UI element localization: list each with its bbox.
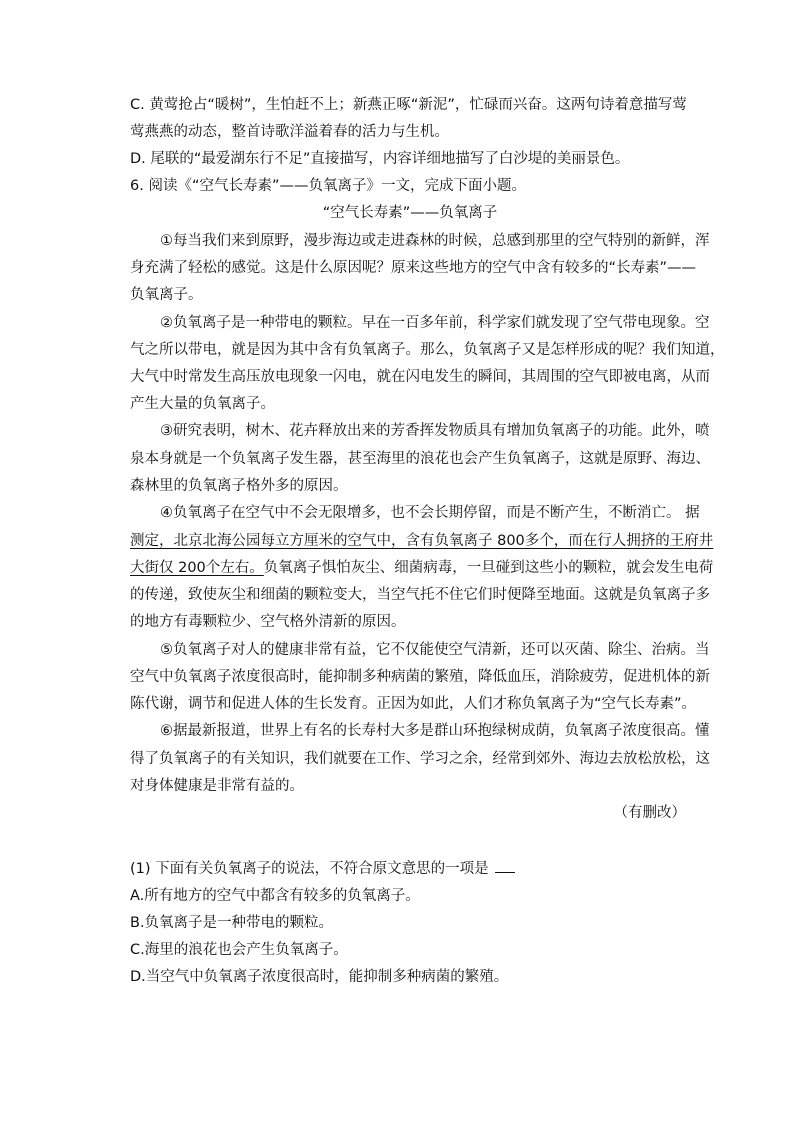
paragraph-1-line: ①每当我们来到原野，漫步海边或走进森林的时候，总感到那里的空气特别的新鲜，浑 bbox=[160, 233, 710, 249]
paragraph-5-line: 空气中负氧离子浓度很高时，能抑制多种病菌的繁殖，降低血压，消除疲劳，促进机体的新 bbox=[130, 669, 710, 685]
answer-option-d: D.当空气中负氧离子浓度很高时，能抑制多种病菌的繁殖。 bbox=[130, 969, 509, 985]
paragraph-2-line: ②负氧离子是一种带电的颗粒。早在一百多年前，科学家们就发现了空气带电现象。空 bbox=[160, 315, 710, 331]
answer-option-a: A.所有地方的空气中都含有较多的负氧离子。 bbox=[130, 888, 420, 904]
option-c-line-1: C. 黄莺抢占“暖树”，生怕赶不上；新燕正啄“新泥”，忙碌而兴奋。这两句诗着意描写莺 bbox=[130, 97, 687, 113]
answer-option-b: B.负氧离子是一种带电的颗粒。 bbox=[130, 915, 334, 931]
paragraph-5-line: 陈代谢，调节和促进人体的生长发育。正因为如此，人们才称负氧离子为“空气长寿素”。 bbox=[130, 696, 697, 712]
paragraph-4-text-fragment: 负氧离子惧怕灰尘、细菌病毒，一旦碰到这些小的颗粒，就会发生电荷 bbox=[263, 560, 714, 576]
paragraph-3-line: 森林里的负氧离子格外多的原因。 bbox=[130, 478, 348, 494]
paragraph-4-mixed-line bbox=[130, 555, 714, 582]
answer-blank[interactable] bbox=[495, 858, 515, 873]
subquestion-1-text: (1) 下面有关负氧离子的说法，不符合原文意思的一项是 bbox=[130, 861, 489, 877]
paragraph-6-line: ⑥据最新报道，世界上有名的长寿村大多是群山环抱绿树成荫，负氧离子浓度很高。懂 bbox=[160, 723, 710, 739]
paragraph-2-line: 大气中时常发生高压放电现象一闪电，就在闪电发生的瞬间，其周围的空气即被电离，从而 bbox=[130, 369, 710, 385]
option-d-line: D. 尾联的“最爱湖东行不足”直接描写，内容详细地描写了白沙堤的美丽景色。 bbox=[130, 151, 630, 167]
option-c-line-2: 莺燕燕的动态，整首诗歌洋溢着春的活力与生机。 bbox=[130, 124, 449, 140]
paragraph-3-line: 泉本身就是一个负氧离子发生器，甚至海里的浪花也会产生负氧离子，这就是原野、海边、 bbox=[130, 451, 710, 467]
paragraph-2-line: 产生大量的负氧离子。 bbox=[130, 396, 275, 412]
question-6-intro: 6. 阅读《“空气长寿素”——负氧离子》一文，完成下面小题。 bbox=[130, 178, 526, 194]
paragraph-2-line: 气之所以带电，就是因为其中含有负氧离子。那么，负氧离子又是怎样形成的呢？我们知道， bbox=[130, 342, 725, 358]
paragraph-4-line: 的传递，致使灰尘和细菌的颗粒变大，当空气托不住它们时便降至地面。这就是负氧离子多 bbox=[130, 587, 710, 603]
paragraph-1-line: 身充满了轻松的感觉。这是什么原因呢？原来这些地方的空气中含有较多的“长寿素”—— bbox=[130, 260, 697, 276]
article-title: “空气长寿素”——负氧离子 bbox=[322, 205, 498, 221]
paragraph-5-line: ⑤负氧离子对人的健康非常有益，它不仅能使空气清新，还可以灭菌、除尘、治病。当 bbox=[160, 642, 710, 658]
paragraph-4-line: ④负氧离子在空气中不会无限增多，也不会长期停留，而是不断产生，不断消亡。 据 bbox=[160, 505, 700, 521]
source-note: （有删改） bbox=[613, 805, 686, 821]
paragraph-4-underlined-fragment: 大街仅 200个左右。 bbox=[130, 560, 264, 576]
paragraph-4-line: 的地方有毒颗粒少、空气格外清新的原因。 bbox=[130, 614, 406, 630]
paragraph-6-line: 得了负氧离子的有关知识，我们就要在工作、学习之余，经常到郊外、海边去放松放松，这 bbox=[130, 751, 710, 767]
paragraph-3-line: ③研究表明，树木、花卉释放出来的芳香挥发物质具有增加负氧离子的功能。此外，喷 bbox=[160, 423, 710, 439]
paragraph-1-line: 负氧离子。 bbox=[130, 287, 203, 303]
subquestion-1-stem bbox=[130, 856, 690, 883]
answer-option-c: C.海里的浪花也会产生负氧离子。 bbox=[130, 942, 348, 958]
paragraph-6-line: 对身体健康是非常有益的。 bbox=[130, 778, 304, 794]
paragraph-4-underlined-line: 测定，北京北海公园每立方厘米的空气中，含有负氧离子 800多个，而在行人拥挤的王府井 bbox=[130, 533, 714, 549]
